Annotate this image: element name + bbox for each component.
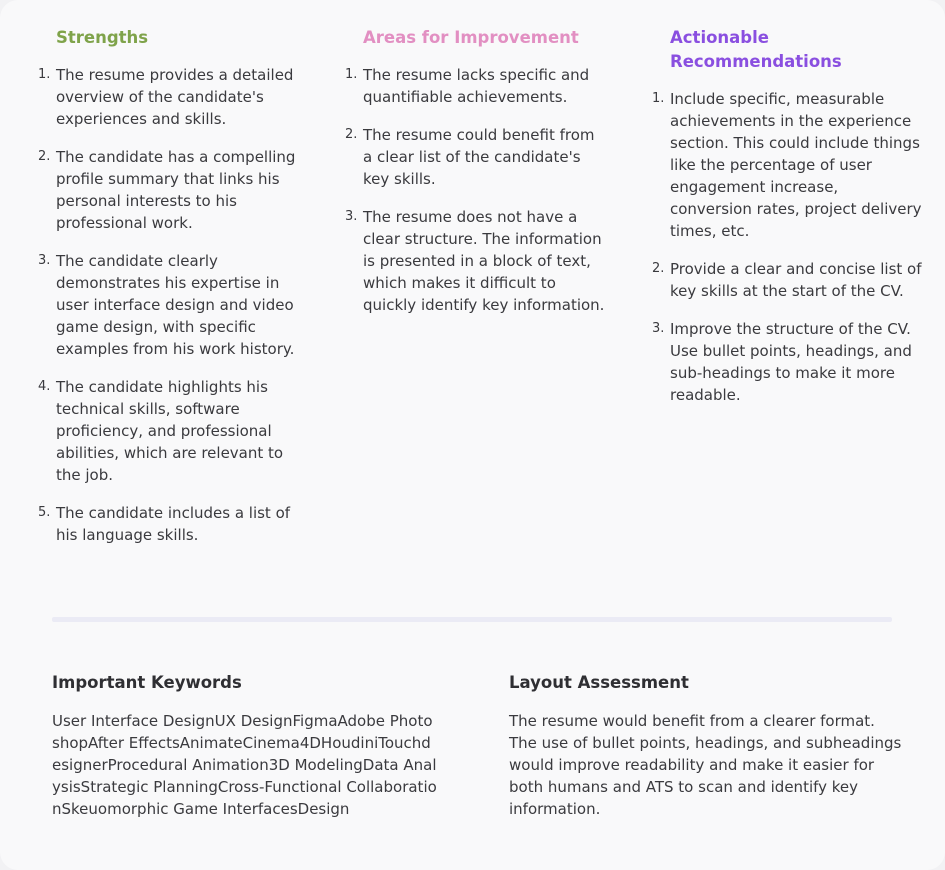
recommendation-item: Improve the structure of the CV. Use bullet points, headings, and sub-headings to make it more readable. <box>670 320 912 404</box>
strengths-heading: Strengths <box>56 28 149 47</box>
strength-item: The candidate has a compelling profile summary that links his personal interests to his professional work. <box>56 148 296 232</box>
keywords-text: User Interface DesignUX DesignFigmaAdobe PhotoshopAfter EffectsAnimateCinema4DHoudiniTouchdesignerProcedural Animation3D ModelingData AnalysisStrategic PlanningCross-Functional CollaborationSkeuomorphic Game InterfacesDesign <box>52 712 437 818</box>
strengths-column <box>38 26 298 562</box>
keywords-section <box>52 672 437 820</box>
improvement-list <box>345 64 605 316</box>
strength-item: The resume provides a detailed overview of the candidate's experiences and skills. <box>56 66 294 128</box>
recommendation-item: Include specific, measurable achievements in the experience section. This could include things like the percentage of user engagement increase, conversion rates, project delivery times, etc. <box>670 90 922 240</box>
section-divider <box>52 617 892 622</box>
layout-section <box>509 672 909 820</box>
improvement-heading: Areas for Improvement <box>363 28 579 47</box>
recommendations-column <box>652 26 922 422</box>
recommendations-heading: Actionable Recommendations <box>670 28 842 71</box>
keywords-heading: Important Keywords <box>52 673 242 692</box>
improvement-column <box>345 26 605 332</box>
layout-heading: Layout Assessment <box>509 673 689 692</box>
improvement-item: The resume lacks specific and quantifiable achievements. <box>363 66 590 106</box>
strength-item: The candidate includes a list of his language skills. <box>56 504 291 544</box>
layout-text: The resume would benefit from a clearer format. The use of bullet points, headings, and subheadings would improve readability and make it easier for both humans and ATS to scan and identify key information. <box>509 712 902 818</box>
improvement-item: The resume does not have a clear structure. The information is presented in a block of text, which makes it difficult to quickly identify key information. <box>363 208 605 314</box>
improvement-item: The resume could benefit from a clear list of the candidate's key skills. <box>363 126 595 188</box>
strengths-list <box>38 64 298 546</box>
strength-item: The candidate highlights his technical skills, software proficiency, and professional abilities, which are relevant to the job. <box>56 378 284 484</box>
recommendation-item: Provide a clear and concise list of key skills at the start of the CV. <box>670 260 922 300</box>
strength-item: The candidate clearly demonstrates his expertise in user interface design and video game design, with specific examples from his work history. <box>56 252 295 358</box>
recommendations-list <box>652 88 922 406</box>
